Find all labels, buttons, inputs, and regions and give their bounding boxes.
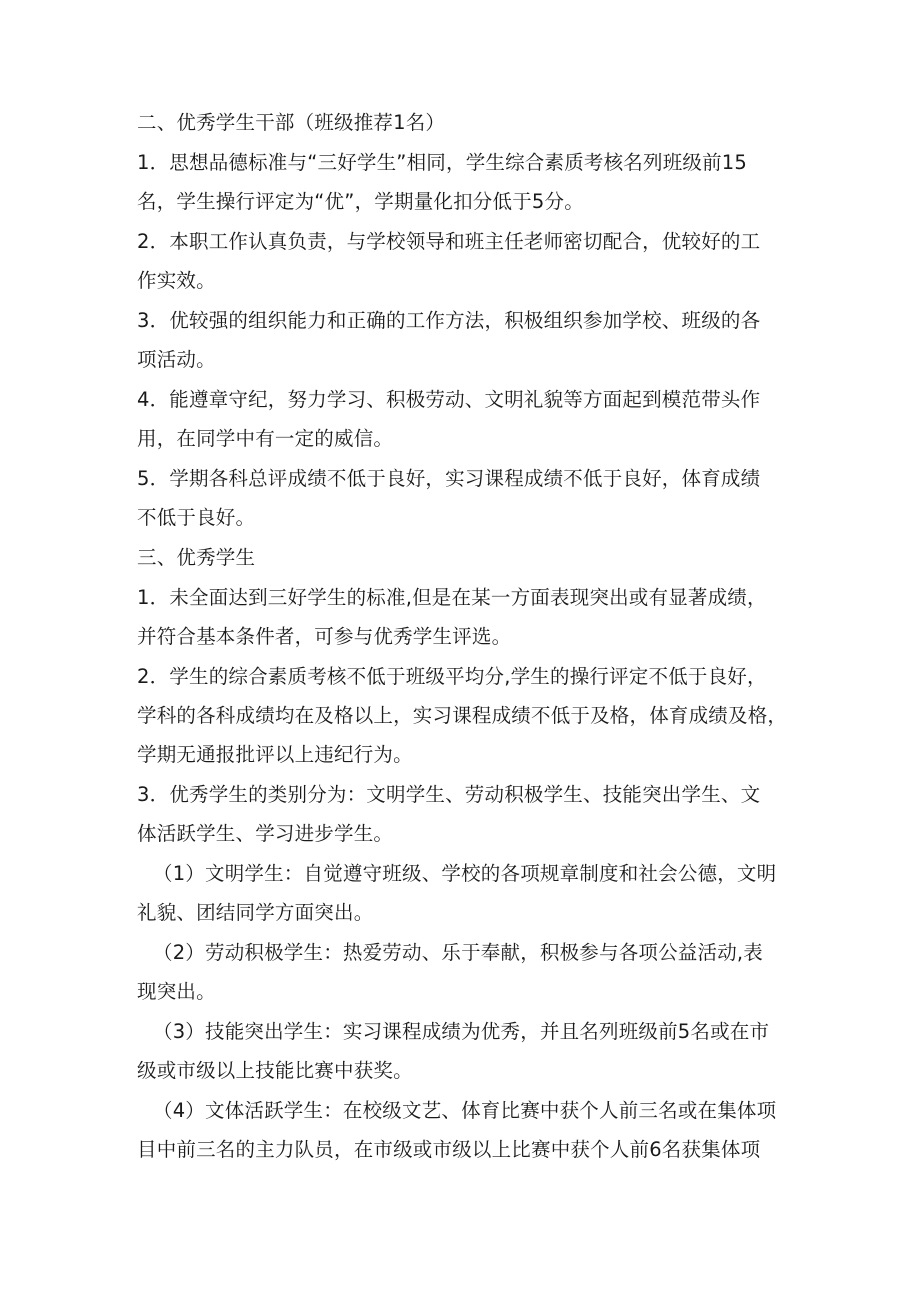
text-line: 名，学生操行评定为“优”，学期量化扣分低于5分。	[137, 190, 584, 213]
paragraph	[137, 387, 797, 452]
text-line: 学期无通报批评以上违纪行为。	[137, 743, 413, 766]
text-line: 礼貌、团结同学方面突出。	[137, 901, 374, 924]
text-line: 1．思想品德标准与“三好学生”相同，学生综合素质考核名列班级前15	[137, 151, 748, 174]
text-line: （1）文明学生：自觉遵守班级、学校的各项规章制度和社会公德，文明	[153, 862, 777, 885]
paragraph	[137, 664, 797, 768]
text-line: 5．学期各科总评成绩不低于良好，实习课程成绩不低于良好，体育成绩	[137, 467, 761, 490]
paragraph	[137, 1098, 797, 1163]
text-line: 不低于良好。	[137, 506, 256, 529]
paragraph	[137, 545, 797, 571]
text-line: （4）文体活跃学生：在校级文艺、体育比赛中获个人前三名或在集体项	[153, 1099, 777, 1122]
text-line: 3．优较强的组织能力和正确的工作方法，积极组织参加学校、班级的各	[137, 309, 761, 332]
text-line: 并符合基本条件者，可参与优秀学生评选。	[137, 625, 512, 648]
text-line: 目中前三名的主力队员，在市级或市级以上比赛中获个人前6名获集体项	[137, 1138, 761, 1161]
text-line: 2．学生的综合素质考核不低于班级平均分,学生的操行评定不低于良好，	[137, 665, 767, 688]
text-line: 二、优秀学生干部（班级推荐1名）	[137, 111, 446, 134]
text-line: 现突出。	[137, 980, 216, 1003]
paragraph	[137, 308, 797, 373]
paragraph	[137, 940, 797, 1005]
paragraph	[137, 782, 797, 847]
paragraph	[137, 110, 797, 136]
paragraph	[137, 861, 797, 926]
text-line: 4．能遵章守纪，努力学习、积极劳动、文明礼貌等方面起到模范带头作	[137, 388, 761, 411]
text-line: 2．本职工作认真负责，与学校领导和班主任老师密切配合，优较好的工	[137, 230, 761, 253]
paragraph	[137, 1019, 797, 1084]
text-line: 项活动。	[137, 348, 216, 371]
paragraph	[137, 466, 797, 531]
text-line: 作实效。	[137, 269, 216, 292]
paragraph	[137, 585, 797, 650]
text-line: 体活跃学生、学习进步学生。	[137, 822, 394, 845]
text-line: （2）劳动积极学生：热爱劳动、乐于奉献，积极参与各项公益活动,表	[153, 941, 764, 964]
document-body	[137, 110, 797, 1163]
paragraph	[137, 229, 797, 294]
text-line: 级或市级以上技能比赛中获奖。	[137, 1059, 413, 1082]
paragraph	[137, 150, 797, 215]
text-line: 1．未全面达到三好学生的标准,但是在某一方面表现突出或有显著成绩，	[137, 586, 767, 609]
text-line: 学科的各科成绩均在及格以上，实习课程成绩不低于及格，体育成绩及格，	[137, 704, 788, 727]
text-line: 用，在同学中有一定的威信。	[137, 427, 394, 450]
text-line: 三、优秀学生	[137, 546, 256, 569]
text-line: 3．优秀学生的类别分为：文明学生、劳动积极学生、技能突出学生、文	[137, 783, 761, 806]
text-line: （3）技能突出学生：实习课程成绩为优秀，并且名列班级前5名或在市	[153, 1020, 770, 1043]
